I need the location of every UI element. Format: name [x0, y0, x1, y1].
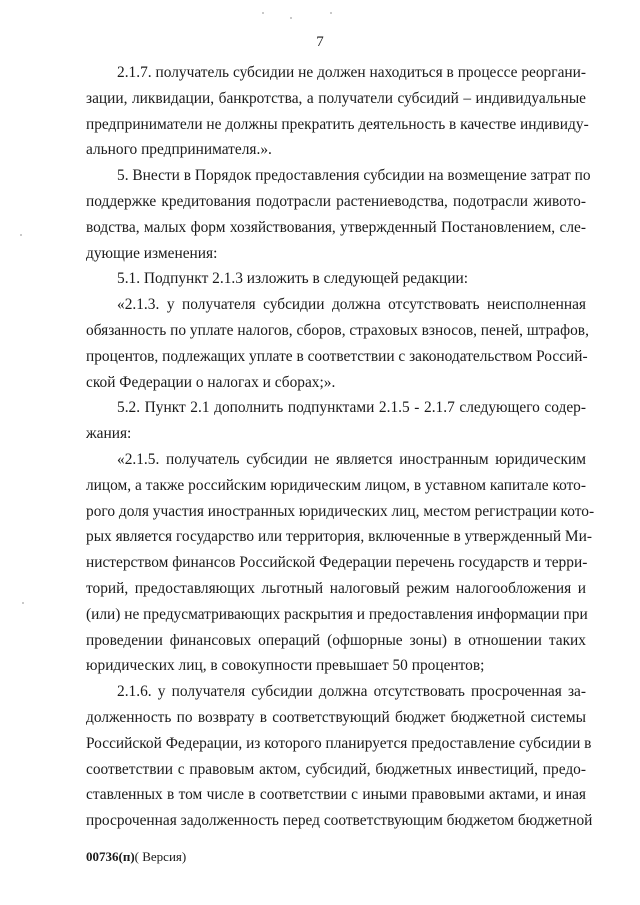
text-line: рого доля участия иностранных юридических лиц, местом регистрации кото- [86, 502, 595, 520]
text-line: зации, ликвидации, банкротства, а получатели субсидий – индивидуальные [86, 89, 586, 107]
text-line: (или) не предусматривающих раскрытия и предоставления информации при [86, 605, 588, 623]
text-line: проведении финансовых операций (офшорные зоны) в отношении таких [86, 631, 586, 649]
document-body [86, 60, 595, 834]
document-footer [86, 849, 186, 865]
text-line: процентов, подлежащих уплате в соответствии с законодательством Россий- [86, 347, 588, 365]
text-line: 5. Внести в Порядок предоставления субсидии на возмещение затрат по [117, 167, 591, 185]
text-line: «2.1.5. получатель субсидии не является иностранным юридическим [117, 450, 586, 468]
scan-speck [22, 602, 24, 604]
text-line: ставленных в том числе в соответствии с иными правовыми актами, и иная [86, 786, 586, 804]
text-line: «2.1.3. у получателя субсидии должна отсутствовать неисполненная [117, 296, 586, 314]
scan-speck [20, 234, 22, 236]
text-line: юридических лиц, в совокупности превышает 50 процентов; [86, 657, 485, 675]
scan-speck [262, 12, 264, 14]
text-line: Российской Федерации, из которого планируется предоставление субсидии в [86, 734, 592, 752]
text-line: 5.1. Подпункт 2.1.3 изложить в следующей редакции: [117, 270, 469, 288]
text-line: нистерством финансов Российской Федерации перечень государств и терри- [86, 554, 588, 572]
text-line: просроченная задолженность перед соответствующим бюджетом бюджетной [86, 812, 593, 830]
document-version: ( Версия) [134, 849, 187, 864]
scan-speck [290, 17, 292, 19]
text-line: предприниматели не должны прекратить деятельность в качестве индивиду- [86, 115, 589, 133]
text-line: долженность по возврату в соответствующий бюджет бюджетной системы [86, 708, 586, 726]
text-line: соответствии с правовым актом, субсидий, бюджетных инвестиций, предо- [86, 760, 586, 778]
text-line: 2.1.7. получатель субсидии не должен находиться в процессе реоргани- [117, 64, 586, 81]
page-number: 7 [316, 34, 324, 50]
text-line: водства, малых форм хозяйствования, утвержденный Постановлением, сле- [86, 218, 586, 236]
text-line: ской Федерации о налогах и сборах;». [86, 373, 336, 391]
text-line: лицом, а также российским юридическим лицом, в уставном капитале кото- [86, 476, 586, 494]
text-line: торий, предоставляющих льготный налоговый режим налогообложения и [86, 579, 586, 597]
text-line: 2.1.6. у получателя субсидии должна отсутствовать просроченная за- [117, 683, 586, 701]
scan-speck [330, 12, 332, 14]
text-line: жания: [86, 425, 132, 443]
text-line: 5.2. Пункт 2.1 дополнить подпунктами 2.1.5 - 2.1.7 следующего содер- [117, 399, 586, 417]
document-code: 00736(п) [86, 849, 135, 864]
text-line: ального предпринимателя.». [86, 141, 272, 159]
text-line: дующие изменения: [86, 244, 218, 262]
text-line: обязанность по уплате налогов, сборов, страховых взносов, пеней, штрафов, [86, 321, 589, 339]
text-line: поддержке кредитования подотрасли растениеводства, подотрасли живото- [86, 192, 586, 210]
text-line: рых является государство или территория, включенные в утвержденный Ми- [86, 528, 592, 546]
